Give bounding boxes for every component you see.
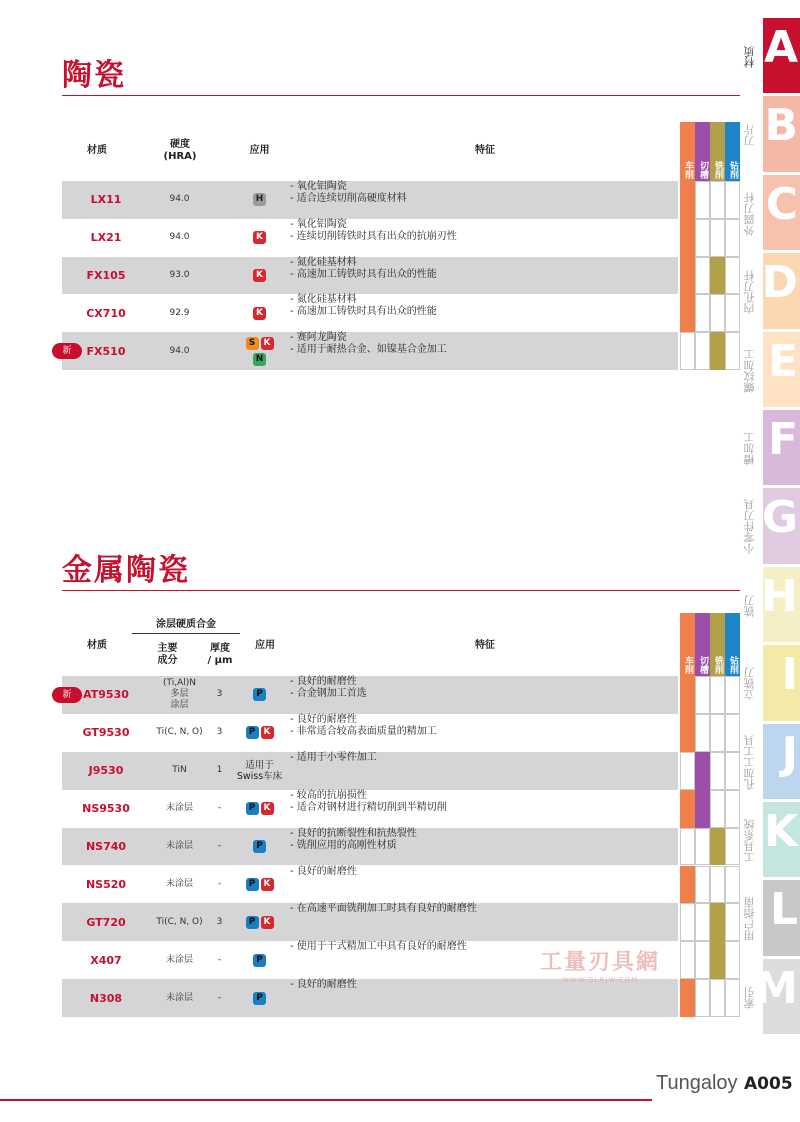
application-cell (710, 676, 725, 714)
coating-thickness: - (217, 954, 222, 965)
feature-line: - 氧化铝陶瓷 (290, 181, 347, 192)
feature-line: - 良好的耐磨性 (290, 979, 357, 991)
table-row (62, 752, 678, 790)
application-cell (695, 219, 710, 257)
coating-thickness: - (217, 878, 222, 889)
application-cell (710, 866, 725, 904)
hardness-value: 94.0 (169, 345, 190, 356)
composition-line: (Ti,Al)N (163, 678, 196, 689)
material-name: NS740 (85, 840, 127, 854)
table-row (62, 181, 678, 219)
application-cell-active (680, 257, 695, 295)
iso-k-icon: K (261, 337, 274, 350)
coating-composition (142, 790, 217, 828)
application-cell (725, 866, 740, 904)
header-hardness: 硬度 (HRA) (163, 139, 197, 162)
application-icons (232, 866, 287, 904)
side-tab-label: 铣刀 (743, 595, 756, 617)
new-badge: 新 (52, 687, 82, 703)
application-cell (725, 790, 740, 828)
coating-thickness: 3 (216, 916, 223, 927)
application-cell (680, 941, 695, 979)
iso-p-icon: P (246, 916, 259, 929)
coating-composition (142, 903, 217, 941)
application-icons (232, 790, 287, 828)
composition-line: 未涂层 (165, 841, 193, 852)
side-tab-label: 孔加工工具 (743, 735, 756, 791)
iso-p-icon: P (253, 688, 266, 701)
feature-line: - 在高速平面铣削加工时具有良好的耐磨性 (290, 903, 477, 915)
features-text (290, 332, 675, 370)
coating-thickness: 3 (216, 689, 223, 700)
coating-composition (142, 676, 217, 714)
application-cell-active (695, 752, 710, 790)
header-application: 应用 (249, 145, 270, 156)
features-text (290, 181, 675, 219)
side-tab-label: 螺纹加工 (743, 348, 756, 393)
side-tab-c[interactable] (763, 175, 800, 250)
application-icons (232, 219, 287, 257)
iso-k-icon: K (261, 726, 274, 739)
application-cell (680, 752, 695, 790)
header-material: 材质 (87, 145, 107, 156)
composition-line: Ti(C, N, O) (156, 727, 203, 738)
feature-line: - 氮化硅基材料 (290, 294, 357, 306)
feature-line: - 赛阿龙陶瓷 (290, 332, 347, 344)
features-text (290, 866, 675, 904)
application-icons (232, 941, 287, 979)
side-tab-letter: J (781, 727, 798, 779)
application-icons (232, 714, 287, 752)
side-tab-f[interactable] (763, 410, 800, 485)
watermark (540, 945, 660, 984)
application-cell (710, 790, 725, 828)
feature-line: - 良好的耐磨性 (290, 713, 357, 725)
coating-thickness: - (217, 992, 222, 1003)
application-cell (695, 676, 710, 714)
material-name: X407 (90, 953, 122, 967)
side-tab-l[interactable] (763, 880, 800, 955)
features-text (290, 903, 675, 941)
header-material: 材质 (87, 640, 107, 651)
header-thickness: 厚度 / μm (207, 643, 233, 666)
coating-thickness: - (217, 803, 222, 814)
brand-name: Tungaloy (656, 1072, 738, 1094)
side-tab-label: 工具系统 (743, 819, 756, 864)
side-tab-a[interactable] (763, 18, 800, 93)
side-tab-k[interactable] (763, 802, 800, 877)
iso-p-icon: P (246, 802, 259, 815)
side-tab-letter: B (764, 100, 798, 152)
application-cell (725, 903, 740, 941)
watermark-url: WWW.GLRJW.COM (561, 976, 639, 984)
application-cell-active (680, 866, 695, 904)
application-header-3: 钻削 (725, 613, 740, 676)
application-header-2: 铣削 (710, 122, 725, 181)
footer-rule (0, 1099, 652, 1101)
application-icons (232, 752, 287, 790)
iso-k-icon: K (253, 231, 266, 244)
side-tab-d[interactable] (763, 253, 800, 328)
feature-line: - 适用于小零件加工 (290, 751, 377, 763)
iso-k-icon: K (253, 269, 266, 282)
table-row (62, 866, 678, 904)
feature-line: - 适用于耐热合金、如镍基合金加工 (290, 344, 447, 356)
application-cell-active (695, 790, 710, 828)
side-tab-label: 小零件刀具 (743, 500, 756, 556)
features-text (290, 752, 675, 790)
features-text (290, 714, 675, 752)
application-header-3: 钻削 (725, 122, 740, 181)
material-name: LX21 (90, 231, 122, 245)
side-tab-label: 索引 (743, 987, 756, 1009)
feature-line: - 高速加工铸铁时具有出众的性能 (290, 268, 437, 280)
coating-composition (142, 941, 217, 979)
material-name: NS9530 (82, 802, 130, 816)
application-cell (695, 979, 710, 1017)
material-name: J9530 (88, 764, 124, 778)
application-cell (695, 714, 710, 752)
application-cell (695, 294, 710, 332)
application-header-0: 车削 (680, 613, 695, 676)
iso-p-icon: P (253, 840, 266, 853)
coating-thickness: 1 (216, 765, 223, 776)
material-name: FX105 (86, 268, 126, 282)
application-cell (725, 676, 740, 714)
feature-line: - 非常适合较高表面质量的精加工 (290, 725, 437, 737)
composition-line: 未涂层 (165, 878, 193, 889)
composition-line: 涂层 (170, 700, 189, 711)
watermark-logo-text: 工量刃具網 (540, 950, 661, 975)
table-row (62, 903, 678, 941)
side-tab-letter: H (761, 570, 798, 622)
coating-composition (142, 866, 217, 904)
application-cell-active (680, 676, 695, 714)
table-row (62, 828, 678, 866)
application-cell (710, 181, 725, 219)
table-row (62, 714, 678, 752)
application-icons (232, 979, 287, 1017)
table-row (62, 257, 678, 295)
application-cell-active (680, 294, 695, 332)
material-name: N308 (89, 991, 123, 1005)
hardness-value: 94.0 (169, 194, 190, 205)
material-name: GT720 (86, 915, 126, 929)
application-cell (725, 294, 740, 332)
hardness-value: 94.0 (169, 232, 190, 243)
features-text (290, 294, 675, 332)
side-tab-label: 立铣刀 (743, 667, 756, 701)
header-application: 应用 (255, 640, 275, 651)
side-tab-label: 内孔刀杆 (743, 270, 756, 315)
iso-k-icon: K (261, 802, 274, 815)
material-name: CX710 (86, 306, 126, 320)
application-cell-active (680, 219, 695, 257)
features-text (290, 790, 675, 828)
material-name: NS520 (85, 877, 127, 891)
section-divider (62, 590, 740, 591)
side-tab-letter: K (763, 806, 798, 857)
icon-line (232, 337, 287, 350)
side-tab-letter: D (761, 257, 798, 309)
icon-line (232, 353, 287, 366)
header-composition: 主要 成分 (157, 643, 178, 666)
application-cell (710, 979, 725, 1017)
application-cell-active (710, 828, 725, 866)
iso-s-icon: S (246, 337, 259, 350)
application-cell (725, 257, 740, 295)
application-cell (680, 903, 695, 941)
table-row (62, 790, 678, 828)
feature-line: - 合金钢加工首选 (290, 688, 367, 699)
application-header-1: 切槽 (695, 613, 710, 676)
iso-p-icon: P (253, 954, 266, 967)
side-tab-g[interactable] (763, 488, 800, 563)
application-cell-active (710, 903, 725, 941)
side-tab-letter: F (767, 414, 798, 465)
side-tab-b[interactable] (763, 96, 800, 171)
new-badge: 新 (52, 343, 82, 359)
composition-line: 多层 (170, 689, 189, 700)
application-cell (695, 181, 710, 219)
header-features: 特征 (475, 145, 495, 156)
application-text: 适用于 Swiss车床 (236, 759, 283, 782)
header-coated-carbide: 涂层硬质合金 (132, 619, 240, 634)
application-cell (725, 979, 740, 1017)
application-cell-active (710, 332, 725, 370)
application-cell (695, 866, 710, 904)
table-row (62, 676, 678, 714)
material-name: LX11 (90, 193, 122, 207)
application-icons (232, 676, 287, 714)
feature-line: - 铣削应用的高刚性材质 (290, 839, 397, 851)
application-cell (695, 828, 710, 866)
composition-line: 未涂层 (165, 992, 193, 1003)
application-cell (680, 332, 695, 370)
coating-thickness: - (217, 841, 222, 852)
feature-line: - 适合对钢材进行精切削到半精切削 (290, 801, 447, 813)
application-cell-active (680, 714, 695, 752)
features-text (290, 676, 675, 714)
feature-line: - 氧化铝陶瓷 (290, 218, 347, 230)
iso-k-icon: K (261, 916, 274, 929)
side-tab-letter: E (767, 335, 798, 387)
application-icons (232, 903, 287, 941)
feature-line: - 良好的耐磨性 (290, 676, 357, 687)
composition-line: 未涂层 (165, 954, 193, 965)
side-tab-letter: L (769, 884, 798, 936)
table-row (62, 979, 678, 1017)
section-title-ceramic: 陶瓷 (62, 58, 126, 93)
coating-composition (142, 979, 217, 1017)
application-cell (695, 903, 710, 941)
table-row (62, 219, 678, 257)
side-tab-h[interactable] (763, 567, 800, 642)
feature-line: - 连续切削铸铁时具有出众的抗崩刃性 (290, 230, 457, 242)
application-icons (232, 257, 287, 295)
feature-line: - 良好的耐磨性 (290, 865, 357, 877)
application-icons (232, 181, 287, 219)
feature-line: - 使用于干式精加工中具有良好的耐磨性 (290, 941, 467, 953)
iso-k-icon: K (253, 307, 266, 320)
application-header-2: 铣削 (710, 613, 725, 676)
application-cell (695, 941, 710, 979)
features-text (290, 219, 675, 257)
application-cell (695, 332, 710, 370)
coating-composition (142, 752, 217, 790)
application-cell (710, 219, 725, 257)
section-title-cermet: 金属陶瓷 (62, 553, 190, 588)
side-tab-e[interactable] (763, 332, 800, 407)
features-text (290, 979, 675, 1017)
application-icons (232, 828, 287, 866)
hardness-value: 92.9 (169, 307, 190, 318)
iso-p-icon: P (246, 726, 259, 739)
iso-k-icon: K (261, 878, 274, 891)
application-cell (725, 181, 740, 219)
hardness-value: 93.0 (169, 269, 190, 280)
application-icons (232, 332, 287, 370)
application-header-0: 车削 (680, 122, 695, 181)
iso-p-icon: P (246, 878, 259, 891)
application-cell (725, 714, 740, 752)
application-cell (710, 752, 725, 790)
side-tab-label: 用户指南 (743, 897, 756, 942)
coating-thickness: 3 (216, 727, 223, 738)
side-tab-letter: A (763, 22, 798, 73)
iso-n-icon: N (253, 353, 266, 366)
material-name: GT9530 (82, 726, 130, 740)
section-divider (62, 95, 740, 96)
side-tab-i[interactable] (763, 645, 800, 720)
side-tab-m[interactable] (754, 959, 800, 1034)
feature-line: - 氮化硅基材料 (290, 256, 357, 268)
application-cell (725, 332, 740, 370)
application-header-1: 切槽 (695, 122, 710, 181)
material-name: AT9530 (83, 688, 129, 702)
side-tab-letter: I (781, 649, 798, 701)
application-cell (725, 219, 740, 257)
feature-line: - 适合连续切削高硬度材料 (290, 193, 407, 204)
iso-h-icon: H (253, 193, 266, 206)
application-icons (232, 294, 287, 332)
side-tab-label: 槽加工 (743, 432, 756, 466)
iso-p-icon: P (253, 992, 266, 1005)
composition-line: TiN (172, 765, 187, 776)
feature-line: - 较高的抗崩损性 (290, 789, 367, 801)
side-tab-label: 外圆刀杆 (743, 192, 756, 236)
application-cell (710, 294, 725, 332)
application-cell (695, 257, 710, 295)
application-cell (725, 941, 740, 979)
side-tab-j[interactable] (763, 724, 800, 799)
header-features: 特征 (475, 640, 495, 651)
coating-composition (142, 828, 217, 866)
side-tab-letter: M (754, 962, 798, 1014)
table-row (62, 332, 678, 370)
coating-composition (142, 714, 217, 752)
composition-line: 未涂层 (165, 803, 193, 814)
feature-line: - 高速加工铸铁时具有出众的性能 (290, 306, 437, 318)
application-cell-active (710, 941, 725, 979)
side-tab-label: 刀片 (743, 124, 756, 147)
feature-line: - 良好的抗断裂性和抗热裂性 (290, 827, 417, 839)
application-cell-active (680, 790, 695, 828)
application-cell (680, 828, 695, 866)
side-tab-letter: C (765, 178, 798, 230)
table-row (62, 294, 678, 332)
features-text (290, 257, 675, 295)
application-cell (725, 828, 740, 866)
application-cell (710, 714, 725, 752)
side-tab-letter: G (761, 492, 798, 544)
application-cell-active (680, 979, 695, 1017)
features-text (290, 828, 675, 866)
page-number: A005 (744, 1074, 793, 1094)
side-tab-label: 材质 (743, 46, 756, 69)
application-cell-active (680, 181, 695, 219)
application-cell-active (710, 257, 725, 295)
material-name: FX510 (86, 344, 126, 358)
composition-line: Ti(C, N, O) (156, 916, 203, 927)
application-cell (725, 752, 740, 790)
